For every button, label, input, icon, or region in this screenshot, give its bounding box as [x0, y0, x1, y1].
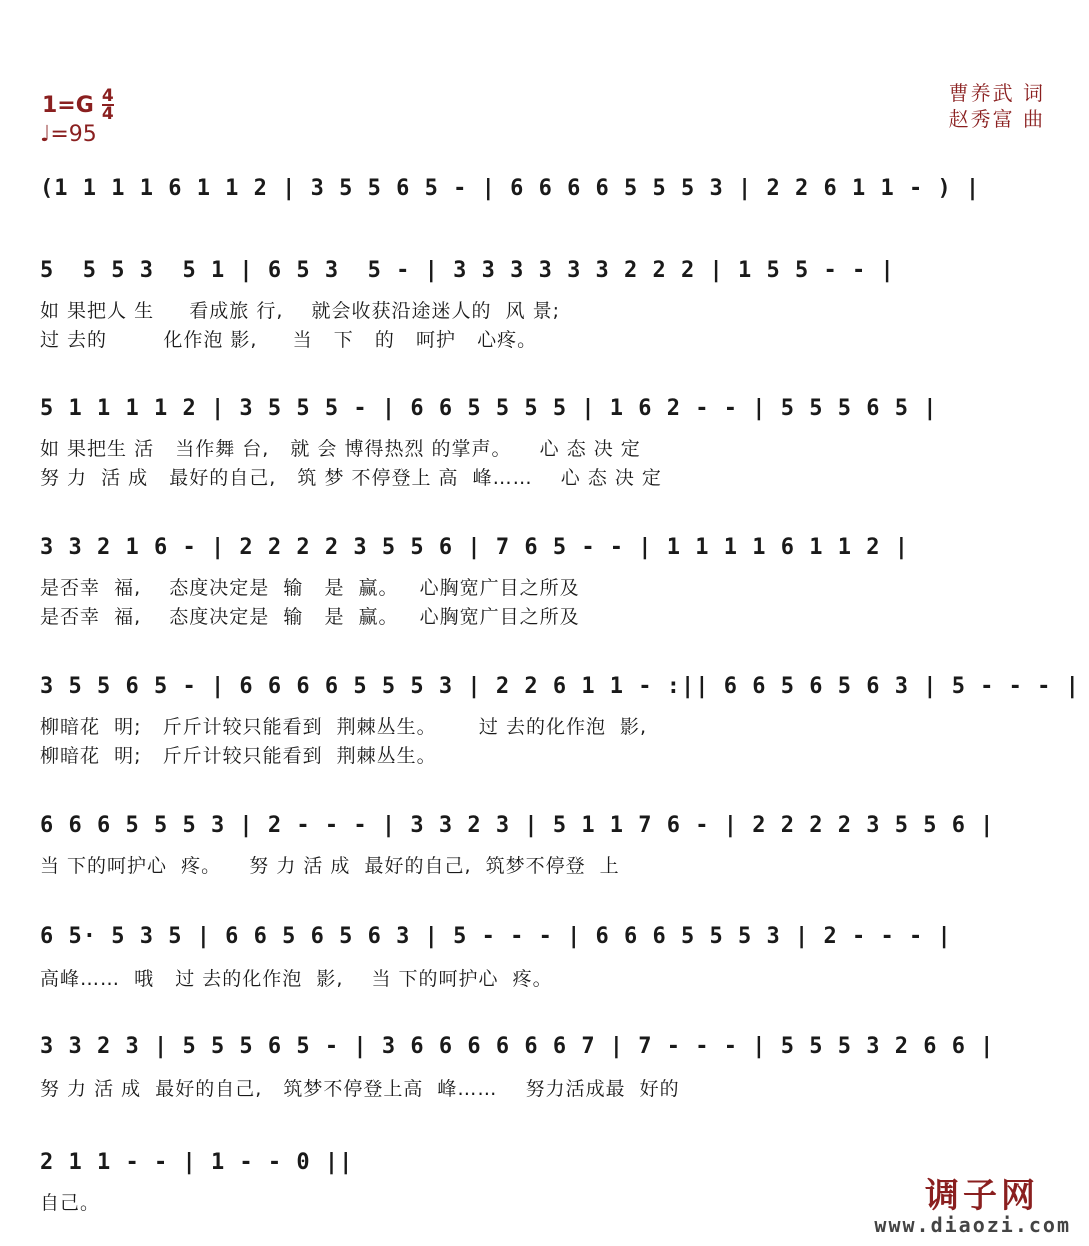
lyric-verse-2: 过 去的 化作泡 影, 当 下 的 呵护 心疼。	[40, 329, 538, 351]
lyric-verse-1: 是否幸 福, 态度决定是 输 是 赢。 心胸宽广目之所及	[40, 577, 580, 599]
lyric-verse-1: 柳暗花 明; 斤斤计较只能看到 荆棘丛生。 过 去的化作泡 影,	[40, 716, 648, 738]
lyric-verse-1: 当 下的呵护心 疼。 努 力 活 成 最好的自己, 筑梦不停登 上	[40, 855, 620, 877]
notation-line: 6 6 6 5 5 5 3 | 2 - - - | 3 3 2 3 | 5 1 1 7 6 - | 2 2 2 2 3 5 5 6 |	[40, 813, 995, 838]
lyricist: 曹养武 词	[948, 81, 1045, 105]
key-signature	[42, 88, 114, 122]
notation-line: 5 1 1 1 1 2 | 3 5 5 5 - | 6 6 5 5 5 5 | 1 6 2 - - | 5 5 5 6 5 |	[40, 396, 938, 421]
lyric-verse-1: 如 果把人 生 看成旅 行, 就会收获沿途迷人的 风 景;	[40, 300, 561, 322]
site-url: www.diaozi.com	[874, 1213, 1071, 1237]
notation-line: 3 5 5 6 5 - | 6 6 6 6 5 5 5 3 | 2 2 6 1 1 - :|| 6 6 5 6 5 6 3 | 5 - - - |	[40, 674, 1080, 699]
tempo-marking: ♩=95	[40, 122, 97, 147]
notation-line: (1 1 1 1 6 1 1 2 | 3 5 5 6 5 - | 6 6 6 6 5 5 5 3 | 2 2 6 1 1 - ) |	[40, 176, 981, 201]
lyric-verse-2: 是否幸 福, 态度决定是 输 是 赢。 心胸宽广目之所及	[40, 606, 580, 628]
lyric-verse-2: 柳暗花 明; 斤斤计较只能看到 荆棘丛生。	[40, 745, 437, 767]
composer: 赵秀富 曲	[948, 107, 1045, 131]
lyric-verse-1: 努 力 活 成 最好的自己, 筑梦不停登上高 峰…… 努力活成最 好的	[40, 1078, 680, 1100]
time-bottom: 4	[101, 104, 114, 124]
credits	[949, 80, 1045, 132]
lyric-verse-1: 自己。	[40, 1192, 101, 1214]
key-label: 1=G	[42, 92, 94, 118]
lyric-verse-1: 高峰…… 哦 过 去的化作泡 影, 当 下的呵护心 疼。	[40, 968, 553, 990]
notation-line: 3 3 2 3 | 5 5 5 6 5 - | 3 6 6 6 6 6 6 7 | 7 - - - | 5 5 5 3 2 6 6 |	[40, 1034, 995, 1059]
time-top: 4	[101, 86, 114, 106]
lyric-verse-1: 如 果把生 活 当作舞 台, 就 会 博得热烈 的掌声。 心 态 决 定	[40, 438, 641, 460]
lyric-verse-2: 努 力 活 成 最好的自己, 筑 梦 不停登上 高 峰…… 心 态 决 定	[40, 467, 662, 489]
notation-line: 6 5· 5 3 5 | 6 6 5 6 5 6 3 | 5 - - - | 6 6 6 5 5 5 3 | 2 - - - |	[40, 924, 952, 949]
notation-line: 3 3 2 1 6 - | 2 2 2 2 3 5 5 6 | 7 6 5 - - | 1 1 1 1 6 1 1 2 |	[40, 535, 909, 560]
notation-line: 5 5 5 3 5 1 | 6 5 3 5 - | 3 3 3 3 3 3 2 2 2 | 1 5 5 - - |	[40, 258, 895, 283]
time-signature	[102, 88, 114, 122]
site-logo: 调子网	[925, 1176, 1039, 1216]
notation-line: 2 1 1 - - | 1 - - 0 ||	[40, 1150, 354, 1175]
